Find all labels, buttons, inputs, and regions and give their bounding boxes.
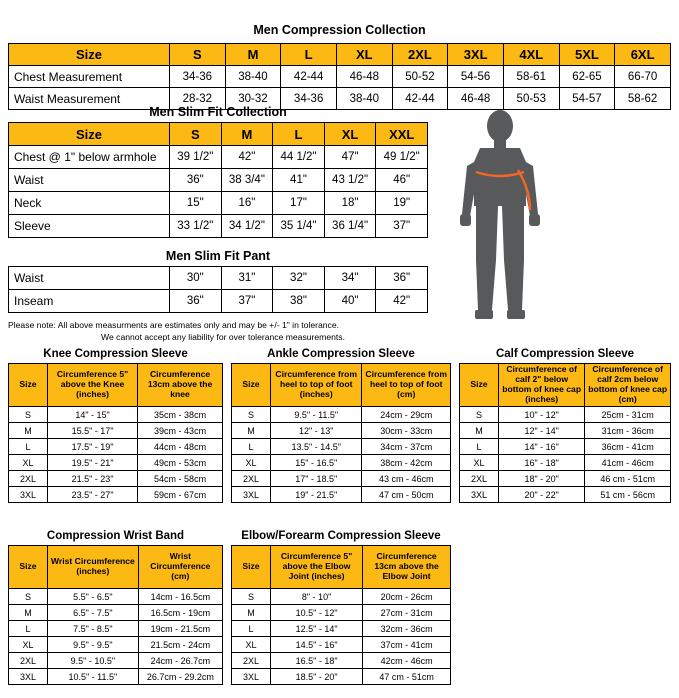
table-cell: 36 1/4" <box>324 215 376 238</box>
wrist-band-table <box>8 545 223 685</box>
table-cell: 47" <box>324 146 376 169</box>
size-cell: 3XL <box>9 669 48 685</box>
table-cell: 39cm - 43cm <box>138 423 223 439</box>
table-cell: 58-61 <box>503 66 559 88</box>
column-header: L <box>281 44 337 66</box>
table-cell: 20cm - 26cm <box>363 589 451 605</box>
table-cell: 46-48 <box>448 88 504 110</box>
table-cell: 18" - 20" <box>499 471 585 487</box>
table-cell: 41" <box>273 169 325 192</box>
table-cell: 66-70 <box>615 66 671 88</box>
table-cell: 8" - 10" <box>271 589 363 605</box>
knee-sleeve-title: Knee Compression Sleeve <box>43 348 188 360</box>
table-row <box>232 589 451 605</box>
table-cell: 36" <box>376 267 428 290</box>
mannequin-illustration <box>440 110 560 325</box>
table-cell: 42-44 <box>281 66 337 88</box>
size-cell: 2XL <box>232 471 271 487</box>
table-row <box>9 215 428 238</box>
table-header-row <box>9 546 223 589</box>
size-cell: 2XL <box>232 653 271 669</box>
table-header-row <box>232 546 451 589</box>
table-cell: 46 cm - 51cm <box>585 471 671 487</box>
table-cell: 38-40 <box>336 88 392 110</box>
table-cell: 33 1/2" <box>170 215 222 238</box>
table-title-row <box>9 17 671 44</box>
table-cell: 43 1/2" <box>324 169 376 192</box>
table-row <box>9 267 428 290</box>
table-cell: 15" <box>170 192 222 215</box>
table-cell: 36" <box>170 169 222 192</box>
table-row <box>9 621 223 637</box>
table-row <box>460 407 671 423</box>
column-header: Circumference 5" above the Elbow Joint (inches) <box>271 546 363 589</box>
size-cell: S <box>9 407 48 423</box>
table-row <box>9 66 671 88</box>
table-cell: 19" <box>376 192 428 215</box>
row-label: Inseam <box>9 290 170 313</box>
table-cell: 14" - 15" <box>48 407 138 423</box>
table-row <box>232 653 451 669</box>
size-cell: S <box>460 407 499 423</box>
table-cell: 37cm - 41cm <box>363 637 451 653</box>
table-cell: 9.5" - 10.5" <box>48 653 139 669</box>
size-cell: XL <box>460 455 499 471</box>
size-cell: 2XL <box>460 471 499 487</box>
men-slim-pant-title: Men Slim Fit Pant <box>165 249 271 263</box>
table-cell: 15" - 16.5" <box>271 455 362 471</box>
table-row <box>9 589 223 605</box>
table-cell: 50-53 <box>503 88 559 110</box>
size-cell: XL <box>9 637 48 653</box>
disclaimer-note <box>8 320 438 343</box>
column-header: Size <box>9 44 170 66</box>
table-cell: 14.5" - 16" <box>271 637 363 653</box>
row-label: Waist Measurement <box>9 88 170 110</box>
knee-sleeve-table <box>8 363 223 503</box>
table-cell: 9.5" - 11.5" <box>271 407 362 423</box>
table-cell: 46" <box>376 169 428 192</box>
table-cell: 41cm - 46cm <box>585 455 671 471</box>
ankle-sleeve-title: Ankle Compression Sleeve <box>267 348 415 360</box>
table-row <box>232 423 451 439</box>
table-cell: 38" <box>273 290 325 313</box>
size-cell: L <box>232 621 271 637</box>
size-cell: M <box>9 605 48 621</box>
table-row <box>232 637 451 653</box>
column-header: Size <box>232 364 271 407</box>
table-header-row <box>9 44 671 66</box>
table-cell: 44 1/2" <box>273 146 325 169</box>
table-cell: 19cm - 21.5cm <box>138 621 222 637</box>
table-cell: 46-48 <box>336 66 392 88</box>
size-cell: S <box>232 589 271 605</box>
column-header: 6XL <box>615 44 671 66</box>
table-cell: 38-40 <box>225 66 281 88</box>
table-row <box>9 637 223 653</box>
ankle-sleeve-table <box>231 363 451 503</box>
column-header: S <box>170 123 222 146</box>
table-cell: 28-32 <box>170 88 226 110</box>
column-header: XXL <box>376 123 428 146</box>
table-row <box>460 455 671 471</box>
table-cell: 34cm - 37cm <box>362 439 451 455</box>
table-cell: 31" <box>221 267 273 290</box>
table-cell: 42" <box>221 146 273 169</box>
table-cell: 32cm - 36cm <box>363 621 451 637</box>
calf-sleeve-section <box>459 348 671 503</box>
row-label: Waist <box>9 267 170 290</box>
table-cell: 47 cm - 51cm <box>363 669 451 685</box>
column-header: Circumference of calf 2" below bottom of knee cap (inches) <box>499 364 585 407</box>
table-cell: 16.5" - 18" <box>271 653 363 669</box>
table-cell: 5.5" - 6.5" <box>48 589 139 605</box>
column-header: 5XL <box>559 44 615 66</box>
table-cell: 24cm - 29cm <box>362 407 451 423</box>
table-row <box>9 290 428 313</box>
table-cell: 37" <box>221 290 273 313</box>
size-cell: L <box>460 439 499 455</box>
knee-sleeve-section <box>8 348 223 503</box>
table-cell: 24cm - 26.7cm <box>138 653 222 669</box>
table-cell: 10.5" - 12" <box>271 605 363 621</box>
table-row <box>9 169 428 192</box>
table-cell: 10" - 12" <box>499 407 585 423</box>
table-header-row <box>232 364 451 407</box>
row-label: Waist <box>9 169 170 192</box>
elbow-sleeve-table <box>231 545 451 685</box>
men-slim-pant-table <box>8 266 428 313</box>
body-figure-svg <box>440 110 560 325</box>
table-cell: 54-57 <box>559 88 615 110</box>
men-slim-fit-title: Men Slim Fit Collection <box>149 105 287 119</box>
table-cell: 30-32 <box>225 88 281 110</box>
table-cell: 18" <box>324 192 376 215</box>
size-cell: XL <box>232 637 271 653</box>
column-header: 3XL <box>448 44 504 66</box>
size-cell: L <box>232 439 271 455</box>
size-cell: XL <box>9 455 48 471</box>
wrist-band-title: Compression Wrist Band <box>46 530 185 542</box>
size-cell: 3XL <box>9 487 48 503</box>
men-slim-fit-table <box>8 122 428 238</box>
table-cell: 12" - 13" <box>271 423 362 439</box>
table-row <box>9 439 223 455</box>
size-cell: M <box>232 605 271 621</box>
table-cell: 54cm - 58cm <box>138 471 223 487</box>
table-header-row <box>9 123 428 146</box>
table-cell: 54-56 <box>448 66 504 88</box>
row-label: Neck <box>9 192 170 215</box>
table-row <box>9 146 428 169</box>
elbow-sleeve-title: Elbow/Forearm Compression Sleeve <box>241 530 441 542</box>
table-cell: 12.5" - 14" <box>271 621 363 637</box>
table-cell: 35 1/4" <box>273 215 325 238</box>
column-header: Size <box>9 123 170 146</box>
column-header: Circumference 13cm above the Elbow Joint <box>363 546 451 589</box>
column-header: M <box>221 123 273 146</box>
table-cell: 39 1/2" <box>170 146 222 169</box>
table-cell: 19.5" - 21" <box>48 455 138 471</box>
column-header: Circumference from heel to top of foot (inches) <box>271 364 362 407</box>
size-cell: M <box>9 423 48 439</box>
elbow-sleeve-section <box>231 530 451 685</box>
table-cell: 14cm - 16.5cm <box>138 589 222 605</box>
row-label: Sleeve <box>9 215 170 238</box>
table-cell: 32" <box>273 267 325 290</box>
table-row <box>9 605 223 621</box>
column-header: Circumference of calf 2cm below bottom of knee cap (cm) <box>585 364 671 407</box>
table-cell: 26.7cm - 29.2cm <box>138 669 222 685</box>
table-row <box>232 407 451 423</box>
table-cell: 43 cm - 46cm <box>362 471 451 487</box>
table-cell: 30cm - 33cm <box>362 423 451 439</box>
column-header: 2XL <box>392 44 448 66</box>
table-cell: 40" <box>324 290 376 313</box>
table-cell: 21.5" - 23" <box>48 471 138 487</box>
table-cell: 10.5" - 11.5" <box>48 669 139 685</box>
size-cell: 2XL <box>9 471 48 487</box>
table-row <box>232 471 451 487</box>
calf-sleeve-title: Calf Compression Sleeve <box>495 348 635 360</box>
table-row <box>460 423 671 439</box>
table-cell: 7.5" - 8.5" <box>48 621 139 637</box>
row-label: Chest @ 1" below armhole <box>9 146 170 169</box>
table-header-row <box>460 364 671 407</box>
column-header: XL <box>336 44 392 66</box>
table-cell: 21.5cm - 24cm <box>138 637 222 653</box>
column-header: XL <box>324 123 376 146</box>
table-row <box>9 653 223 669</box>
column-header: Size <box>9 364 48 407</box>
size-cell: 3XL <box>460 487 499 503</box>
men-compression-title: Men Compression Collection <box>253 22 426 37</box>
size-cell: M <box>232 423 271 439</box>
table-row <box>9 487 223 503</box>
size-cell: 3XL <box>232 487 271 503</box>
column-header: Size <box>460 364 499 407</box>
table-row <box>9 455 223 471</box>
column-header: L <box>273 123 325 146</box>
table-cell: 34-36 <box>281 88 337 110</box>
table-row <box>460 439 671 455</box>
table-row <box>232 439 451 455</box>
table-cell: 30" <box>170 267 222 290</box>
table-cell: 36" <box>170 290 222 313</box>
column-header: Size <box>9 546 48 589</box>
size-cell: 3XL <box>232 669 271 685</box>
size-cell: S <box>232 407 271 423</box>
table-cell: 35cm - 38cm <box>138 407 223 423</box>
table-row <box>232 669 451 685</box>
size-cell: L <box>9 621 48 637</box>
table-cell: 16" <box>221 192 273 215</box>
table-cell: 31cm - 36cm <box>585 423 671 439</box>
column-header: Circumference 13cm above the knee <box>138 364 223 407</box>
table-cell: 18.5" - 20" <box>271 669 363 685</box>
table-cell: 12" - 14" <box>499 423 585 439</box>
table-cell: 15.5" - 17" <box>48 423 138 439</box>
column-header: S <box>170 44 226 66</box>
table-cell: 25cm - 31cm <box>585 407 671 423</box>
note-bold: Please note: <box>8 320 56 330</box>
table-row <box>232 605 451 621</box>
size-cell: M <box>460 423 499 439</box>
table-cell: 23.5" - 27" <box>48 487 138 503</box>
column-header: Circumference from heel to top of foot (cm) <box>362 364 451 407</box>
table-cell: 34" <box>324 267 376 290</box>
table-cell: 17" - 18.5" <box>271 471 362 487</box>
table-row <box>232 455 451 471</box>
table-cell: 17" <box>273 192 325 215</box>
table-cell: 42-44 <box>392 88 448 110</box>
column-header: M <box>225 44 281 66</box>
table-cell: 6.5" - 7.5" <box>48 605 139 621</box>
column-header: Wrist Circumference (cm) <box>138 546 222 589</box>
size-cell: S <box>9 589 48 605</box>
table-cell: 50-52 <box>392 66 448 88</box>
table-cell: 42cm - 46cm <box>363 653 451 669</box>
table-row <box>9 192 428 215</box>
ankle-sleeve-section <box>231 348 451 503</box>
column-header: Circumference 5" above the Knee (inches) <box>48 364 138 407</box>
table-cell: 49 1/2" <box>376 146 428 169</box>
table-row <box>9 423 223 439</box>
table-row <box>232 487 451 503</box>
table-cell: 49cm - 53cm <box>138 455 223 471</box>
column-header: Wrist Circumference (inches) <box>48 546 139 589</box>
table-cell: 38 3/4" <box>221 169 273 192</box>
table-row <box>9 669 223 685</box>
table-cell: 27cm - 31cm <box>363 605 451 621</box>
note-line-1: All above measurments are estimates only and may be +/- 1" in tolerance. <box>55 320 339 330</box>
table-cell: 34 1/2" <box>221 215 273 238</box>
size-cell: L <box>9 439 48 455</box>
table-cell: 37" <box>376 215 428 238</box>
table-row <box>9 471 223 487</box>
table-cell: 14" - 16" <box>499 439 585 455</box>
table-cell: 36cm - 41cm <box>585 439 671 455</box>
table-header-row <box>9 364 223 407</box>
table-row <box>460 471 671 487</box>
row-label: Chest Measurement <box>9 66 170 88</box>
table-cell: 51 cm - 56cm <box>585 487 671 503</box>
column-header: 4XL <box>503 44 559 66</box>
table-cell: 17.5" - 19" <box>48 439 138 455</box>
table-cell: 16.5cm - 19cm <box>138 605 222 621</box>
table-cell: 59cm - 67cm <box>138 487 223 503</box>
table-cell: 19" - 21.5" <box>271 487 362 503</box>
table-cell: 9.5" - 9.5" <box>48 637 139 653</box>
column-header: Size <box>232 546 271 589</box>
table-cell: 62-65 <box>559 66 615 88</box>
note-line-2: We cannot accept any liability for over tolerance measurements. <box>101 331 345 342</box>
wrist-band-section <box>8 530 223 685</box>
calf-sleeve-table <box>459 363 671 503</box>
size-cell: 2XL <box>9 653 48 669</box>
table-cell: 47 cm - 50cm <box>362 487 451 503</box>
table-cell: 13.5" - 14.5" <box>271 439 362 455</box>
table-cell: 34-36 <box>170 66 226 88</box>
table-cell: 38cm - 42cm <box>362 455 451 471</box>
table-cell: 16" - 18" <box>499 455 585 471</box>
table-cell: 58-62 <box>615 88 671 110</box>
table-cell: 20" - 22" <box>499 487 585 503</box>
table-row <box>232 621 451 637</box>
table-cell: 42" <box>376 290 428 313</box>
size-cell: XL <box>232 455 271 471</box>
table-row <box>9 407 223 423</box>
table-cell: 44cm - 48cm <box>138 439 223 455</box>
men-compression-table <box>8 17 671 110</box>
table-row <box>460 487 671 503</box>
